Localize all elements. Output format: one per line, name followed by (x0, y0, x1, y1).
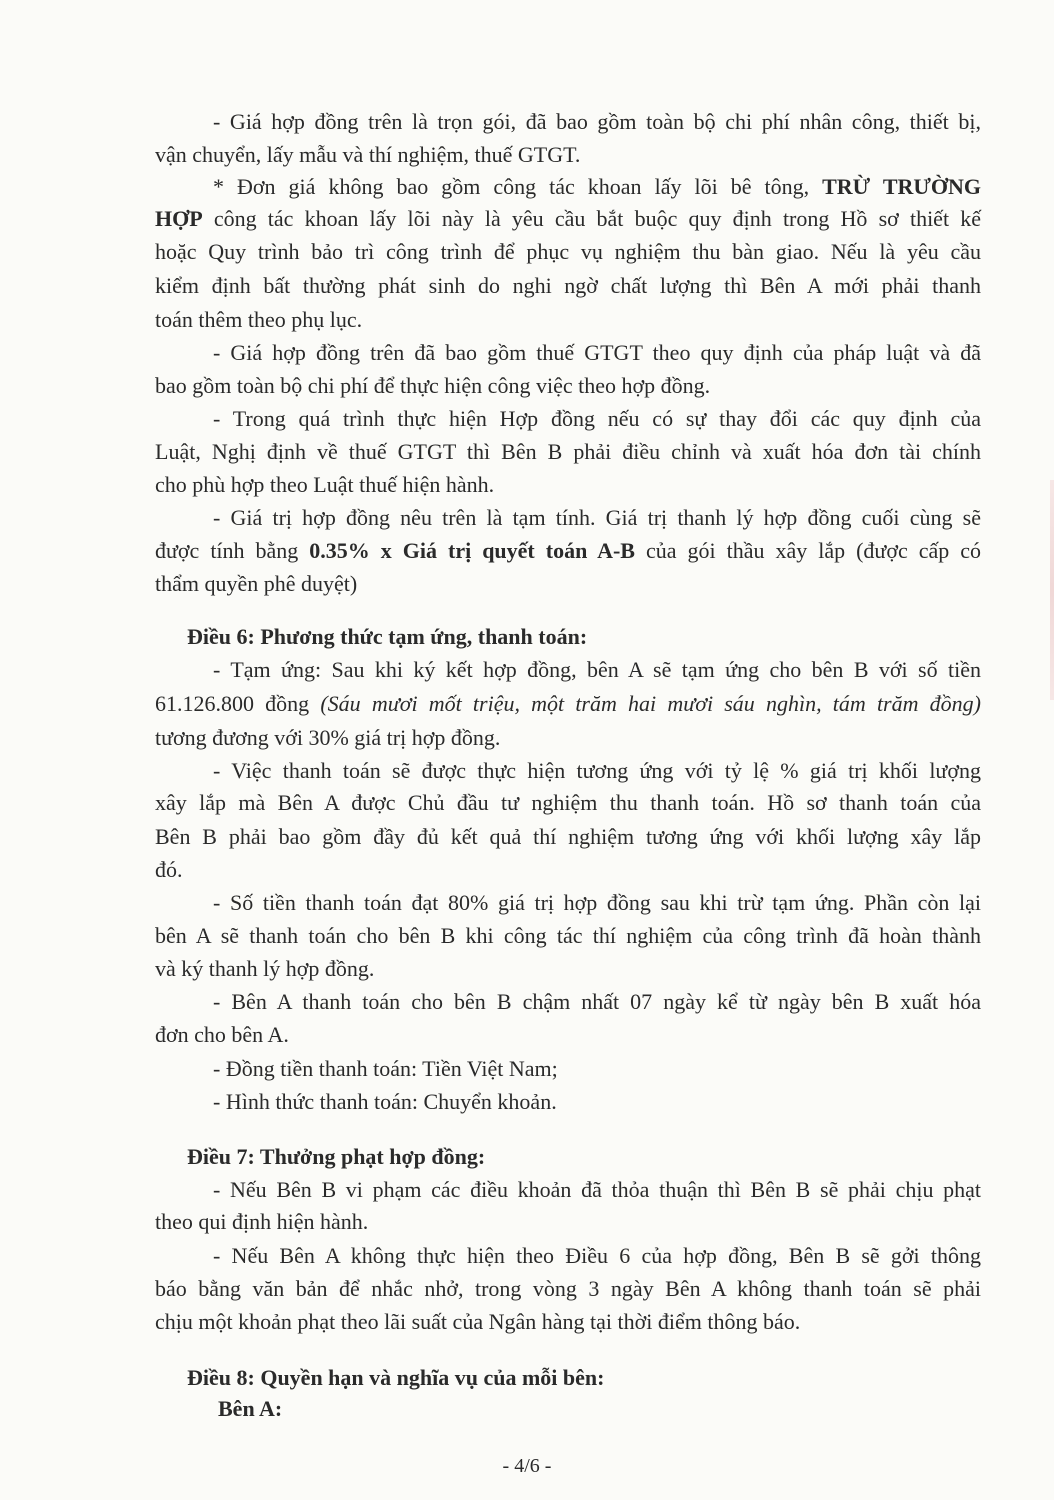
heading-text: Điều 6: Phương thức tạm ứng, thanh toán: (187, 624, 588, 649)
bold-text: TRỪ TRƯỜNG (822, 174, 981, 199)
text-line: bên A sẽ thanh toán cho bên B khi công tác thí nghiệm của công trình đã hoàn thành (155, 923, 981, 948)
section-heading (187, 1362, 1013, 1394)
page-number: - 4/6 - (502, 1455, 552, 1477)
text-line: tương đương với 30% giá trị hợp đồng. (155, 725, 501, 750)
text-line: - Nếu Bên A không thực hiện theo Điều 6 của hợp đồng, Bên B sẽ gởi thông (213, 1243, 981, 1268)
text-line: - Giá hợp đồng trên là trọn gói, đã bao gồm toàn bộ chi phí nhân công, thiết bị, (213, 109, 981, 134)
section-heading (187, 621, 1013, 653)
text-line: - Tạm ứng: Sau khi ký kết hợp đồng, bên A sẽ tạm ứng cho bên B với số tiền (213, 657, 981, 682)
text-line: đơn cho bên A. (155, 1022, 289, 1047)
text: được tính bằng (155, 538, 310, 563)
text-line (155, 203, 981, 235)
subheading-text: Bên A: (218, 1396, 283, 1421)
text: 61.126.800 đồng (155, 691, 321, 716)
section-heading (187, 1141, 1013, 1173)
text-line: - Giá trị hợp đồng nêu trên là tạm tính. Giá trị thanh lý hợp đồng cuối cùng sẽ (213, 505, 981, 530)
text-line (213, 171, 981, 203)
text-line: bao gồm toàn bộ chi phí để thực hiện công việc theo hợp đồng. (155, 373, 711, 398)
text-line: - Nếu Bên B vi phạm các điều khoản đã thỏa thuận thì Bên B sẽ phải chịu phạt (213, 1177, 981, 1202)
text-line: - Giá hợp đồng trên đã bao gồm thuế GTGT theo quy định của pháp luật và đã (213, 340, 981, 365)
text: * Đơn giá không bao gồm công tác khoan lấy lõi bê tông, (213, 174, 823, 199)
text-line: cho phù hợp theo Luật thuế hiện hành. (155, 472, 495, 497)
text-line (155, 688, 981, 720)
text-line: Luật, Nghị định về thuế GTGT thì Bên B phải điều chỉnh và xuất hóa đơn tài chính (155, 439, 981, 464)
text-line: toán thêm theo phụ lục. (155, 307, 363, 332)
text-line: xây lắp mà Bên A được Chủ đầu tư nghiệm thu thanh toán. Hồ sơ thanh toán của (155, 790, 981, 815)
scan-edge-mark (1050, 480, 1054, 700)
bold-text: 0.35% x Giá trị quyết toán A-B (309, 538, 635, 563)
text-line: theo qui định hiện hành. (155, 1209, 369, 1234)
text: công tác khoan lấy lõi này là yêu cầu bắt buộc quy định trong Hồ sơ thiết kế (202, 206, 981, 231)
text-line: đó. (155, 857, 183, 882)
text-line (155, 535, 981, 567)
text-line: - Việc thanh toán sẽ được thực hiện tương ứng với tỷ lệ % giá trị khối lượng (213, 758, 981, 783)
text-line: và ký thanh lý hợp đồng. (155, 956, 375, 981)
italic-text: (Sáu mươi mốt triệu, một trăm hai mươi sáu nghìn, tám trăm đồng) (320, 691, 981, 716)
text-line: hoặc Quy trình bảo trì công trình để phục vụ nghiệm thu bàn giao. Nếu là yêu cầu (155, 239, 981, 264)
text-line: - Hình thức thanh toán: Chuyển khoản. (213, 1089, 557, 1114)
text-line: thẩm quyền phê duyệt) (155, 571, 358, 596)
text-line: vận chuyển, lấy mẫu và thí nghiệm, thuế GTGT. (155, 142, 581, 167)
text-line: - Đồng tiền thanh toán: Tiền Việt Nam; (213, 1056, 558, 1081)
text: của gói thầu xây lắp (được cấp có (634, 538, 981, 563)
text-line: - Trong quá trình thực hiện Hợp đồng nếu có sự thay đổi các quy định của (213, 406, 981, 431)
bold-text: HỢP (155, 206, 203, 231)
subheading (218, 1393, 1044, 1425)
text-line: - Bên A thanh toán cho bên B chậm nhất 07 ngày kể từ ngày bên B xuất hóa (213, 989, 981, 1014)
text-line: kiểm định bất thường phát sinh do nghi ngờ chất lượng thì Bên A mới phải thanh (155, 273, 981, 298)
text-line: - Số tiền thanh toán đạt 80% giá trị hợp đồng sau khi trừ tạm ứng. Phần còn lại (213, 890, 981, 915)
text-line: báo bằng văn bản để nhắc nhở, trong vòng 3 ngày Bên A không thanh toán sẽ phải (155, 1276, 981, 1301)
text-line: chịu một khoản phạt theo lãi suất của Ngân hàng tại thời điểm thông báo. (155, 1309, 801, 1334)
heading-text: Điều 8: Quyền hạn và nghĩa vụ của mỗi bên: (187, 1365, 605, 1390)
text-line: Bên B phải bao gồm đầy đủ kết quả thí nghiệm tương ứng với khối lượng xây lắp (155, 824, 981, 849)
heading-text: Điều 7: Thưởng phạt hợp đồng: (187, 1144, 486, 1169)
